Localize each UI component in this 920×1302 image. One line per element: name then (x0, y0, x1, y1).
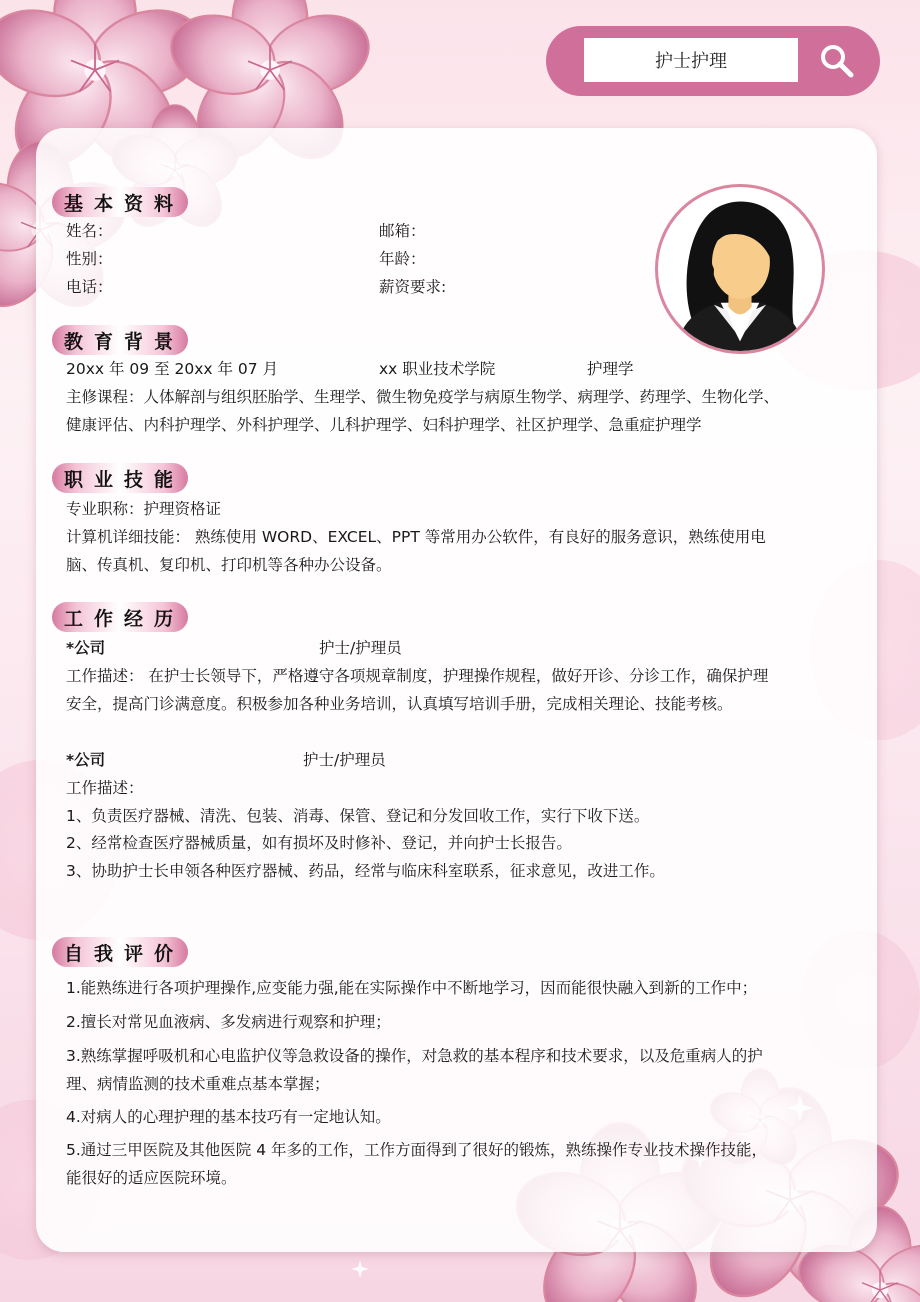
self-eval-item: 能很好的适应医院环境。 (66, 1169, 237, 1187)
avatar-illustration (658, 187, 822, 351)
search-icon[interactable] (818, 42, 856, 80)
self-eval-item: 4.对病人的心理护理的基本技巧有一定地认知。 (66, 1108, 391, 1126)
name-label: 姓名： (66, 222, 113, 240)
section-title: 基本资料 (64, 192, 185, 215)
skills-line: 专业职称：护理资格证 (66, 500, 222, 518)
gender-label: 性别： (66, 250, 113, 268)
self-eval-item: 理、病情监测的技术重难点基本掌握； (66, 1075, 330, 1093)
skills-line: 脑、传真机、复印机、打印机等各种办公设备。 (66, 556, 392, 574)
education-courses: 健康评估、内科护理学、外科护理学、儿科护理学、妇科护理学、社区护理学、急重症护理学 (66, 416, 702, 434)
self-eval-item: 2.擅长对常见血液病、多发病进行观察和护理； (66, 1013, 391, 1031)
section-work (52, 600, 185, 634)
job-description: 工作描述： 在护士长领导下，严格遵守各项规章制度，护理操作规程，做好开诊、分诊工作，确保护理 (66, 667, 769, 685)
section-skills (52, 461, 185, 495)
education-school: xx 职业技术学院 (379, 360, 496, 378)
job-description-label: 工作描述： (66, 779, 144, 797)
email-label: 邮箱： (379, 222, 426, 240)
job-position: 护士/护理员 (319, 639, 402, 657)
job-duty: 2、经常检查医疗器械质量，如有损坏及时修补、登记，并向护士长报告。 (66, 834, 572, 852)
job-duty: 3、协助护士长申领各种医疗器械、药品，经常与临床科室联系，征求意见，改进工作。 (66, 862, 665, 880)
section-education (52, 323, 185, 357)
section-title: 教育背景 (64, 330, 185, 353)
age-label: 年龄： (379, 250, 426, 268)
section-title: 职业技能 (64, 468, 185, 491)
job-description: 安全，提高门诊满意度。积极参加各种业务培训，认真填写培训手册，完成相关理论、技能考核。 (66, 695, 733, 713)
education-major: 护理学 (587, 360, 634, 378)
education-period: 20xx 年 09 至 20xx 年 07 月 (66, 360, 279, 378)
avatar (655, 184, 825, 354)
salary-label: 薪资要求: (379, 278, 447, 296)
section-basic-info (52, 185, 185, 219)
search-bar (546, 26, 880, 96)
self-eval-item: 5.通过三甲医院及其他医院 4 年多的工作，工作方面得到了很好的锻炼，熟练操作专业技术操作技能， (66, 1141, 768, 1159)
self-eval-item: 1.能熟练进行各项护理操作,应变能力强,能在实际操作中不断地学习，因而能很快融入到新的工作中； (66, 979, 758, 997)
job-company: *公司 (66, 639, 106, 657)
section-self-evaluation (52, 935, 185, 969)
skills-line: 计算机详细技能： 熟练使用 WORD、EXCEL、PPT 等常用办公软件，有良好的服务意识，熟练使用电 (66, 528, 766, 546)
job-duty: 1、负责医疗器械、清洗、包装、消毒、保管、登记和分发回收工作，实行下收下送。 (66, 807, 650, 825)
education-courses: 主修课程：人体解剖与组织胚胎学、生理学、微生物免疫学与病原生物学、病理学、药理学、生物化学、 (66, 388, 780, 406)
job-company: *公司 (66, 751, 106, 769)
self-eval-item: 3.熟练掌握呼吸机和心电监护仪等急救设备的操作，对急救的基本程序和技术要求，以及危重病人的护 (66, 1047, 763, 1065)
search-input[interactable]: 护士护理 (584, 38, 798, 82)
job-position: 护士/护理员 (303, 751, 386, 769)
section-title: 工作经历 (64, 607, 185, 630)
section-title: 自我评价 (64, 942, 185, 965)
phone-label: 电话： (66, 278, 113, 296)
